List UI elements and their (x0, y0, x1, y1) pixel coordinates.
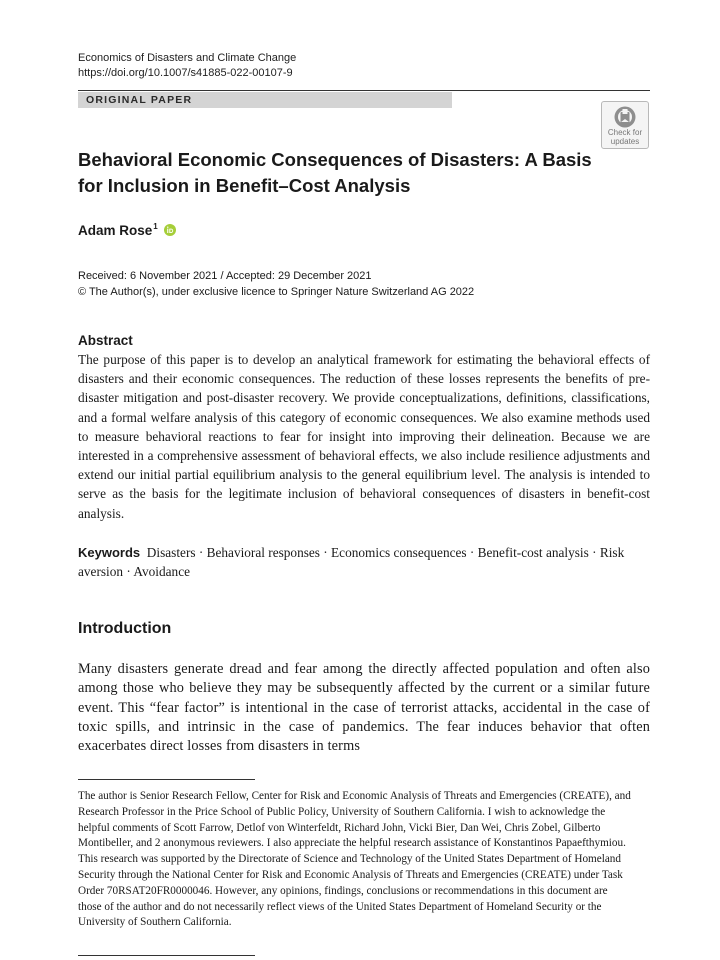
introduction-text: Many disasters generate dread and fear among the directly affected population and often also among those who believe they may be subsequently affected by the current or a similar future event. This “fear factor” is intentional in the case of terrorist attacks, accidental in the case of toxic spills, and intrinsic in the case of pandemics. The fear induces behavior that often exacerbates direct losses from disasters in terms (78, 661, 650, 755)
abstract-heading: Abstract (78, 333, 133, 348)
dates-block (78, 268, 474, 300)
footnote-text: The author is Senior Research Fellow, Center for Risk and Economic Analysis of Threats and Emergencies (CREATE), and Research Professor in the Price School of Public Policy, University of Southern California. I wish to acknowledge the helpful comments of Scott Farrow, Detlof von Winterfeldt, Richard John, Vicki Bier, Dan Wei, Chris Zobel, Gilberto Montibeller, and 2 anonymous reviewers. I also appreciate the helpful research assistance of Konstantinos Papaefthymiou. This research was supported by the Directorate of Science and Technology of the United States Department of Homeland Security through the National Center for Risk and Economic Analysis of Threats and Emergencies (CREATE) under Task Order 70RSAT20FR0000046. However, any opinions, findings, conclusions or recommendations in this document are those of the author and do not necessarily reflect views of the United States Department of Homeland Security or the University of Southern California. (78, 790, 631, 929)
doi-link[interactable]: https://doi.org/10.1007/s41885-022-00107-9 (78, 67, 293, 79)
badge-text (602, 129, 648, 146)
check-for-updates-icon (613, 105, 637, 129)
header-rule (78, 90, 650, 91)
abstract-text: The purpose of this paper is to develop an analytical framework for estimating the behavioral effects of disasters and their economic consequences. The reduction of these losses represents the benefits of pre-disaster mitigation and post-disaster recovery. We provide conceptualizations, definitions, classifications, and a formal welfare analysis of this category of economic consequences. We also examine methods used to measure behavioral reactions to fear for insight into improving their delineation. Because we are interested in a comprehensive assessment of behavioral effects, we also include resilience adjustments and extend our initial partial equilibrium analysis to the general equilibrium level. The analysis is intended to serve as the basis for the legitimate inclusion of behavioral consequences of disasters in benefit-cost analysis. (78, 352, 650, 521)
footnote-rule-bottom (78, 955, 255, 956)
orcid-icon[interactable] (164, 224, 176, 236)
footnote-rule (78, 779, 255, 780)
badge-line1: Check for (607, 128, 643, 137)
badge-line2: updates (610, 136, 640, 146)
received-accepted: Received: 6 November 2021 / Accepted: 29 December 2021 (78, 270, 372, 282)
author-name[interactable]: Adam Rose (78, 223, 153, 238)
introduction-heading: Introduction (78, 620, 172, 637)
keywords-label: Keywords (78, 545, 141, 560)
keywords-line (78, 543, 650, 581)
check-for-updates-badge[interactable] (601, 101, 649, 149)
paper-title: Behavioral Economic Consequences of Disasters: A Basis for Inclusion in Benefit–Cost Analysis (78, 149, 592, 196)
affiliation-mark: 1 (153, 222, 158, 231)
journal-header (78, 51, 296, 81)
article-type-banner: ORIGINAL PAPER (78, 92, 452, 108)
journal-name: Economics of Disasters and Climate Change (78, 52, 297, 64)
copyright-line: © The Author(s), under exclusive licence to Springer Nature Switzerland AG 2022 (78, 286, 475, 298)
keywords-text: Disasters · Behavioral responses · Economics consequences · Benefit-cost analysis · Risk aversion · Avoidance (78, 545, 625, 580)
author-line (78, 222, 176, 238)
